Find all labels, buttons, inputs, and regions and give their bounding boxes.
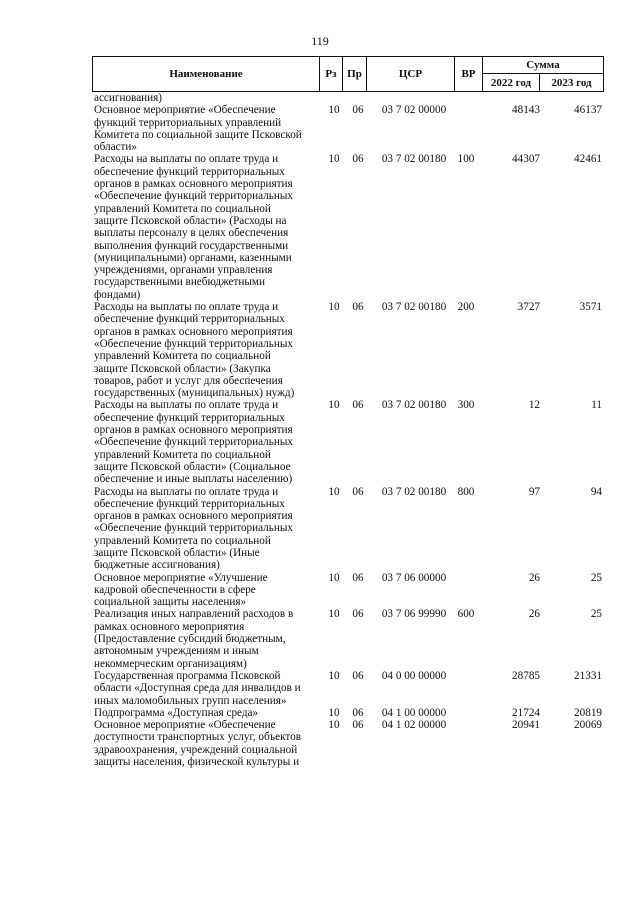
row-vr: 300 [457,399,475,412]
table-row [0,670,640,707]
row-sum-2023: 25 [590,571,602,584]
row-pr: 06 [352,608,364,621]
row-pr: 06 [352,706,364,719]
header-2023: 2023 год [539,74,603,91]
row-pr: 06 [352,153,364,166]
table-row [0,572,640,609]
row-sum-2022: 3727 [517,301,540,314]
row-name: Расходы на выплаты по оплате труда и обеспечение функций территориальных органов в рамках основного мероприятия «Обеспечение функций территориальных управлений Комитета по социальной защите Псковской области» (Закупка товаров, работ и услуг для обеспечения государственных (муниципальных) нужд) [94,301,295,400]
header-sum: Сумма [482,57,603,74]
row-csr: 03 7 06 00000 [381,571,447,584]
row-csr: 03 7 02 00000 [381,104,447,117]
row-csr: 03 7 02 00180 [381,399,447,412]
row-sum-2022: 48143 [512,104,540,117]
table-row [0,719,640,768]
row-vr: 600 [457,608,475,621]
row-name: ассигнования) [94,92,162,104]
row-sum-2022: 97 [528,485,540,498]
row-sum-2022: 44307 [512,153,540,166]
row-vr: 800 [457,485,475,498]
row-vr: 100 [457,153,475,166]
table-header [92,56,604,92]
row-csr: 04 0 00 00000 [381,669,447,682]
row-name: Расходы на выплаты по оплате труда и обеспечение функций территориальных органов в рамках основного мероприятия «Обеспечение функций территориальных управлений Комитета по социальной защите Псковской области» (Расходы на выплаты персоналу в целях обеспечения выполнения функций государственными (муниципальными) органами, казенными учреждениями, органами управления государственными внебюджетными фондами) [94,153,293,301]
row-sum-2022: 26 [528,571,540,584]
row-name: Государственная программа Псковской области «Доступная среда для инвалидов и иных маломобильных групп населения» [94,669,301,707]
row-sum-2023: 42461 [574,153,602,166]
row-csr: 03 7 02 00180 [381,485,447,498]
row-csr: 03 7 06 99990 [381,608,447,621]
table-row [0,301,640,399]
table-row [0,153,640,301]
row-sum-2023: 21331 [574,669,602,682]
row-pr: 06 [352,485,364,498]
table-row [0,707,640,719]
row-sum-2023: 3571 [579,301,602,314]
row-vr: 200 [457,301,475,314]
row-sum-2022: 21724 [512,706,540,719]
row-sum-2023: 20069 [574,719,602,732]
row-rz: 10 [328,719,340,732]
row-name: Расходы на выплаты по оплате труда и обеспечение функций территориальных органов в рамках основного мероприятия «Обеспечение функций территориальных управлений Комитета по социальной защите Псковской области» (Иные бюджетные ассигнования) [94,485,293,572]
row-pr: 06 [352,104,364,117]
row-sum-2022: 20941 [512,719,540,732]
row-rz: 10 [328,485,340,498]
row-csr: 04 1 02 00000 [381,719,447,732]
row-name: Основное мероприятие «Обеспечение доступности транспортных услуг, объектов здравоохранения, учреждений социальной защиты населения, физической культуры и [94,719,302,769]
row-csr: 03 7 02 00180 [381,153,447,166]
table-body [0,92,640,768]
table-row [0,104,640,153]
table-row [0,608,640,669]
row-rz: 10 [328,669,340,682]
page-number: 119 [311,34,329,48]
header-csr: ЦСР [366,57,454,91]
row-pr: 06 [352,301,364,314]
row-rz: 10 [328,706,340,719]
row-name: Расходы на выплаты по оплате труда и обеспечение функций территориальных органов в рамках основного мероприятия «Обеспечение функций территориальных управлений Комитета по социальной защите Псковской области» (Социальное обеспечение и иные выплаты населению) [94,399,293,486]
row-rz: 10 [328,399,340,412]
row-sum-2023: 25 [590,608,602,621]
header-rz: Рз [319,57,342,91]
row-name: Основное мероприятие «Обеспечение функций территориальных управлений Комитета по социальной защите Псковской области» [94,104,302,154]
row-sum-2023: 46137 [574,104,602,117]
row-sum-2023: 94 [590,485,602,498]
header-2022: 2022 год [482,74,539,91]
row-pr: 06 [352,719,364,732]
table-row [0,399,640,485]
row-pr: 06 [352,571,364,584]
table-row [0,486,640,572]
row-pr: 06 [352,669,364,682]
row-sum-2022: 26 [528,608,540,621]
row-sum-2023: 20819 [574,706,602,719]
row-pr: 06 [352,399,364,412]
row-rz: 10 [328,104,340,117]
row-rz: 10 [328,608,340,621]
row-sum-2023: 11 [591,399,602,412]
row-rz: 10 [328,301,340,314]
row-name: Подпрограмма «Доступная среда» [94,706,259,719]
row-rz: 10 [328,153,340,166]
row-csr: 04 1 00 00000 [381,706,447,719]
row-name: Реализация иных направлений расходов в рамках основного мероприятия (Предоставление субсидий бюджетным, автономным учреждениям и иным некоммерческим организациям) [94,608,294,670]
row-name: Основное мероприятие «Улучшение кадровой обеспеченности в сфере социальной защиты населения» [94,571,268,609]
row-sum-2022: 28785 [512,669,540,682]
row-sum-2022: 12 [528,399,540,412]
table-row [0,92,640,104]
row-csr: 03 7 02 00180 [381,301,447,314]
header-vr: ВР [454,57,482,91]
header-name: Наименование [169,68,243,80]
row-rz: 10 [328,571,340,584]
header-pr: Пр [342,57,366,91]
